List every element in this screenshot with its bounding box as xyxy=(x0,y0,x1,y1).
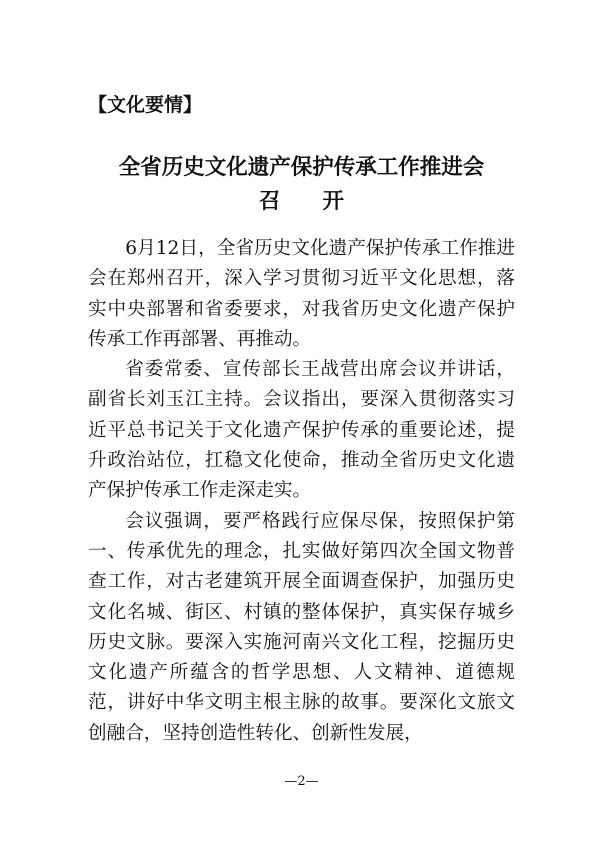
title-char-1: 召 xyxy=(258,189,281,214)
title-char-2: 开 xyxy=(322,189,345,214)
section-tag: 【文化要情】 xyxy=(88,94,203,116)
page-number: —2— xyxy=(284,774,319,789)
paragraph-1: 6月12日，全省历史文化遗产保护传承工作推进会在郑州召开，深入学习贯彻习近平文化思想，落实中央部署和省委要求，对我省历史文化遗产保护传承工作再部署、再推动。 xyxy=(88,238,515,350)
article-body xyxy=(88,234,515,749)
paragraph-3: 会议强调，要严格践行应保尽保，按照保护第一、传承优先的理念，扎实做好第四次全国文物普查工作，对古老建筑开展全面调查保护，加强历史文化名城、街区、村镇的整体保护，真实保存城乡历史文脉。要深入实施河南兴文化工程，挖掘历史文化遗产所蕴含的哲学思想、人文精神、道德规范，讲好中华文明主根主脉的故事。要深化文旅文创融合，坚持创造性转化、创新性发展， xyxy=(88,510,515,744)
paragraph-2: 省委常委、宣传部长王战营出席会议并讲话，副省长刘玉江主持。会议指出，要深入贯彻落实习近平总书记关于文化遗产保护传承的重要论述，提升政治站位，扛稳文化使命，推动全省历史文化遗产保护传承工作走深走实。 xyxy=(88,359,515,502)
article-title-line-2 xyxy=(88,184,515,215)
article-title-line-1: 全省历史文化遗产保护传承工作推进会 xyxy=(118,155,485,180)
